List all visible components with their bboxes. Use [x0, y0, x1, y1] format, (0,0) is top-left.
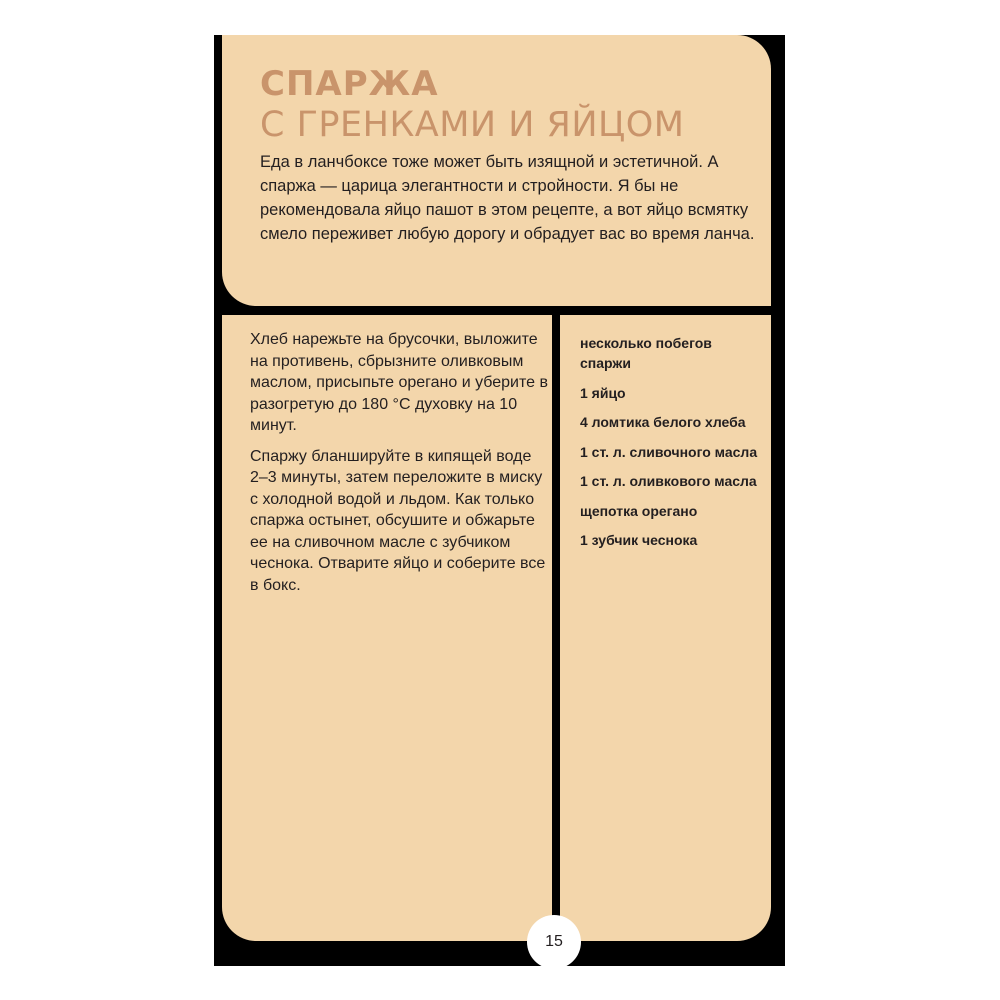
ingredient-item: 4 ломтика белого хлеба — [580, 414, 746, 430]
recipe-intro: Еда в ланчбоксе тоже может быть изящной и эстетичной. А спаржа — царица элегантности и стройности. Я бы не рекомендовала яйцо пашот в этом рецепте, а вот яйцо всмятку смело переживет любую дорогу и обрадует вас во время ланча. — [260, 153, 755, 243]
ingredient-item: щепотка орегано — [580, 502, 698, 519]
ingredient-item: 1 ст. л. сливочного масла — [580, 443, 758, 460]
ingredient-item: несколько побегов спаржи — [580, 335, 712, 371]
intro-panel — [222, 35, 771, 306]
page-number: 15 — [527, 915, 581, 969]
recipe-title: СПАРЖА — [260, 64, 439, 104]
recipe-subtitle: С ГРЕНКАМИ И ЯЙЦОМ — [260, 105, 685, 145]
ingredient-item: 1 зубчик чеснока — [580, 532, 698, 548]
ingredient-item: 1 ст. л. оливкового масла — [580, 473, 757, 489]
book-page — [214, 35, 785, 966]
instruction-step: Хлеб нарежьте на брусочки, выложите на противень, сбрызните оливковым маслом, присыпьте орегано и уберите в разогретую до 180 °C духовку на 10 минут. — [250, 331, 548, 434]
instructions — [250, 329, 548, 605]
instruction-step: Спаржу бланшируйте в кипящей воде 2–3 минуты, затем переложите в миску с холодной водой и льдом. Как только спаржа остынет, обсушите и обжарьте ее на сливочном масле с зубчиком чеснока. Отварите яйцо и соберите все в бокс. — [250, 447, 546, 594]
ingredients-list — [580, 333, 765, 560]
ingredient-item: 1 яйцо — [580, 384, 626, 401]
